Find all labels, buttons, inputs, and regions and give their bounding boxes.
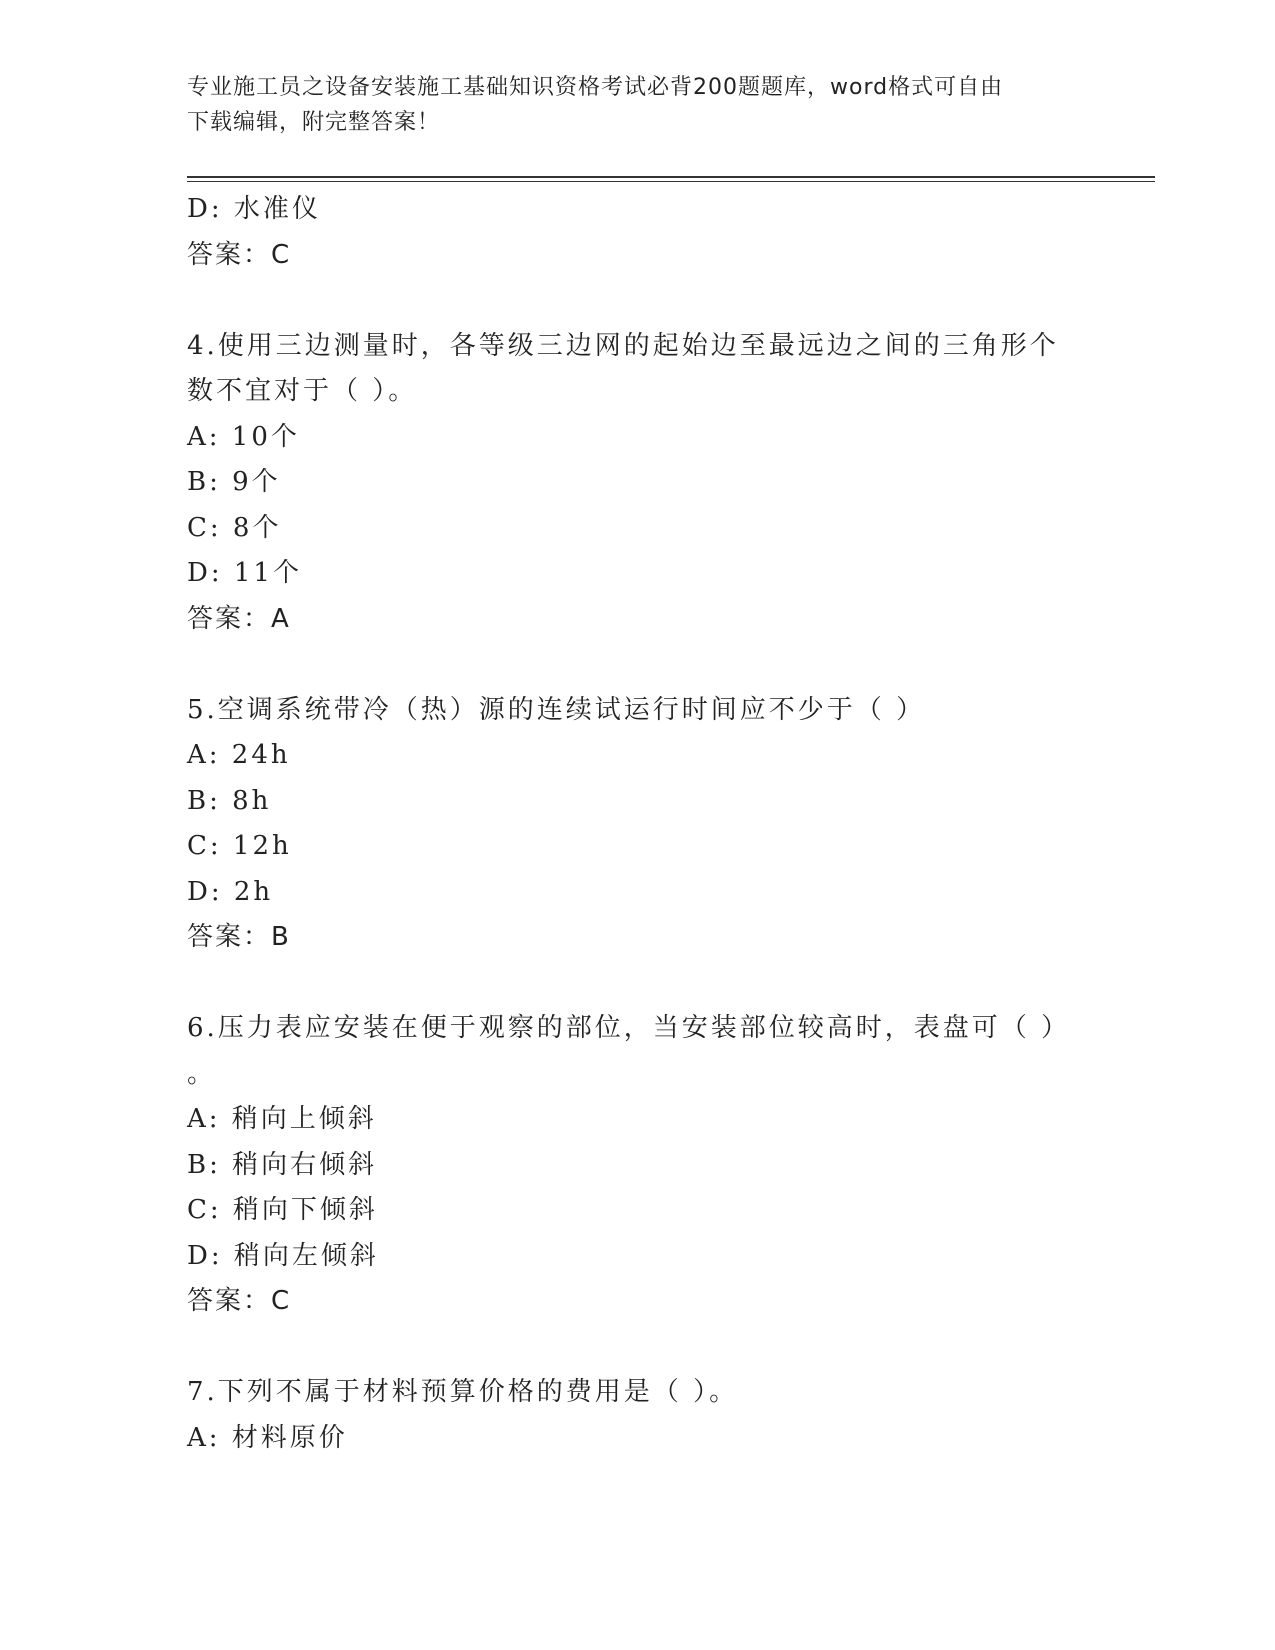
option-b: B: 9个 [187, 467, 281, 497]
question-fragment [187, 187, 1087, 278]
option-a: A: 稍向上倾斜 [187, 1104, 377, 1134]
document-header [187, 70, 1087, 140]
question-7 [187, 1370, 1087, 1461]
answer-line: 答案：C [187, 1286, 292, 1316]
option-d: D: 水准仪 [187, 194, 321, 224]
header-title-line-1: 专业施工员之设备安装施工基础知识资格考试必背200题题库，word格式可自由 [187, 75, 1004, 100]
question-list [187, 187, 1087, 1461]
option-b: B: 稍向右倾斜 [187, 1149, 378, 1180]
answer-line: 答案：C [187, 239, 292, 270]
option-a: A: 材料原价 [187, 1422, 348, 1453]
question-stem: 4.使用三边测量时，各等级三边网的起始边至最远边之间的三角形个 [187, 330, 1059, 361]
question-4 [187, 324, 1087, 643]
option-b: B: 8h [187, 785, 272, 816]
spacer [187, 961, 1087, 1007]
option-d: D: 11个 [187, 558, 302, 588]
spacer [187, 642, 1087, 688]
question-stem: 6.压力表应安装在便于观察的部位，当安装部位较高时，表盘可（ ） [187, 1013, 1071, 1043]
answer-line: 答案：B [187, 922, 291, 952]
question-6 [187, 1006, 1087, 1325]
option-a: A: 10个 [187, 421, 300, 452]
question-stem: 7.下列不属于材料预算价格的费用是（ ）。 [187, 1377, 739, 1407]
option-a: A: 24h [187, 740, 291, 770]
option-c: C: 8个 [187, 512, 282, 543]
question-stem-continued: 数不宜对于（ ）。 [187, 376, 418, 406]
option-d: D: 2h [187, 876, 274, 907]
question-stem-continued: 。 [187, 1058, 217, 1089]
header-rule-thin [187, 181, 1155, 182]
answer-line: 答案：A [187, 603, 291, 634]
question-stem: 5.空调系统带冷（热）源的连续试运行时间应不少于（ ） [187, 694, 926, 725]
option-d: D: 稍向左倾斜 [187, 1240, 379, 1271]
question-5 [187, 688, 1087, 961]
spacer [187, 278, 1087, 324]
option-c: C: 12h [187, 831, 292, 861]
option-c: C: 稍向下倾斜 [187, 1195, 378, 1225]
header-rule-thick [187, 176, 1155, 178]
spacer [187, 1325, 1087, 1371]
header-title-line-2: 下载编辑，附完整答案！ [187, 110, 441, 135]
